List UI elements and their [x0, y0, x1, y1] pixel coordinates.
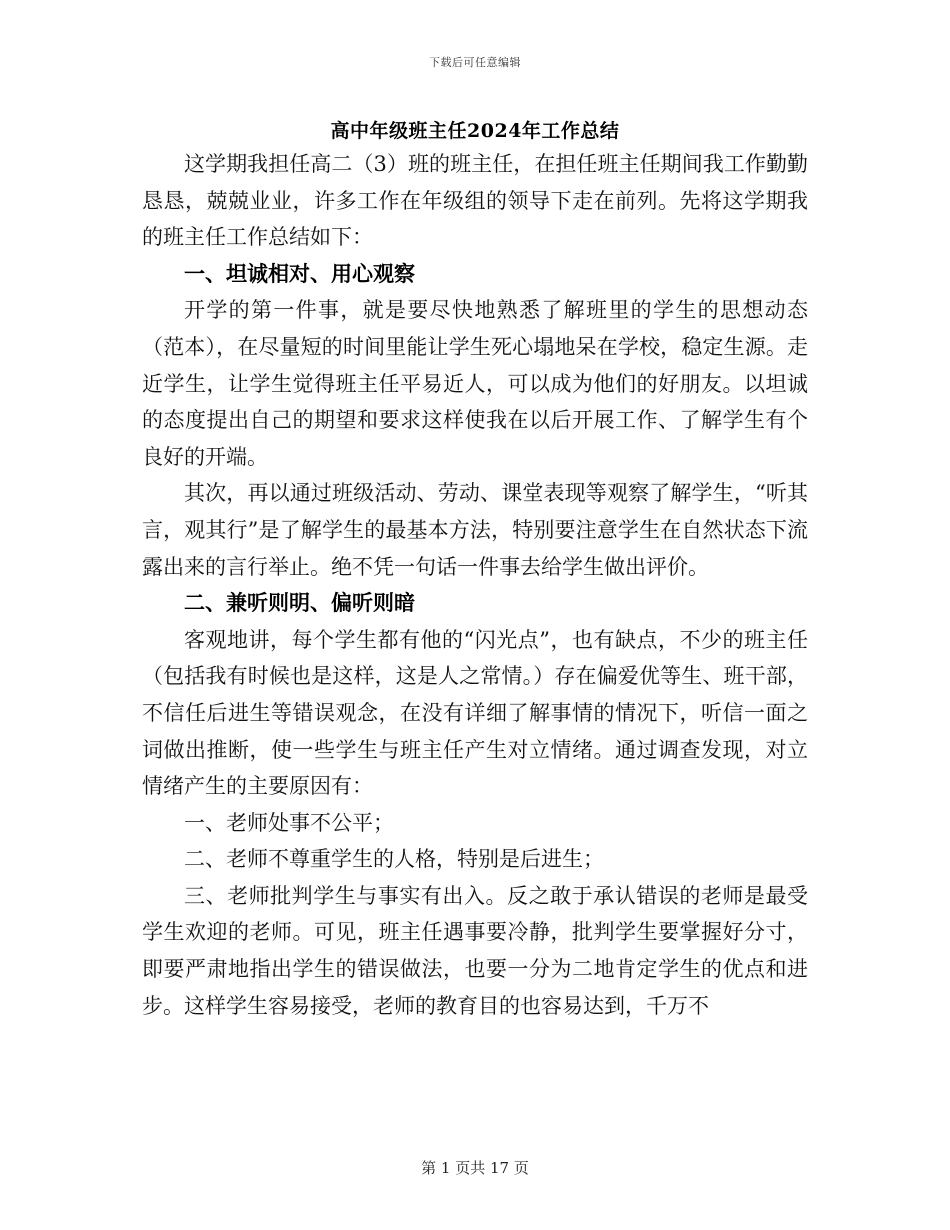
body-paragraph: 开学的第一件事，就是要尽快地熟悉了解班里的学生的思想动态（范本），在尽量短的时间里能让学生死心塌地呆在学校，稳定生源。走近学生，让学生觉得班主任平易近人，可以成为他们的好朋友。以坦诚的态度提出自己的期望和要求这样使我在以后开展工作、了解学生有个良好的开端。 — [142, 298, 808, 469]
section-heading-1: 一、坦诚相对、用心观察 — [184, 260, 415, 286]
download-edit-note: 下载后可任意编辑 — [429, 56, 521, 69]
body-paragraph: 客观地讲，每个学生都有他的“闪光点”，也有缺点，不少的班主任（包括我有时候也是这样，这是人之常情。）存在偏爱优等生、班干部，不信任后进生等错误观念，在没有详细了解事情的情况下，听信一面之词做出推断，使一些学生与班主任产生对立情绪。通过调查发现，对立情绪产生的主要原因有： — [142, 627, 808, 799]
list-item: 一、老师处事不公平； — [184, 810, 394, 835]
section-heading-2: 二、兼听则明、偏听则暗 — [184, 590, 415, 616]
document-title: 高中年级班主任2024年工作总结 — [330, 120, 620, 142]
body-paragraph: 其次，再以通过班级活动、劳动、课堂表现等观察了解学生，“听其言，观其行”是了解学生的最基本方法，特别要注意学生在自然状态下流露出来的言行举止。绝不凭一句话一件事去给学生做出评价。 — [142, 481, 808, 579]
list-item: 三、老师批判学生与事实有出入。反之敢于承认错误的老师是最受学生欢迎的老师。可见，班主任遇事要冷静，批判学生要掌握好分寸，即要严肃地指出学生的错误做法，也要一分为二地肯定学生的优点和进步。这样学生容易接受，老师的教育目的也容易达到，千万不 — [142, 883, 808, 1018]
page-number: 第 1 页共 17 页 — [421, 1159, 529, 1177]
document-body — [142, 146, 808, 1024]
intro-paragraph: 这学期我担任高二（3）班的班主任，在担任班主任期间我工作勤勤恳恳，兢兢业业，许多工作在年级组的领导下走在前列。先将这学期我的班主任工作总结如下： — [142, 152, 808, 250]
list-item: 二、老师不尊重学生的人格，特别是后进生； — [184, 847, 604, 872]
